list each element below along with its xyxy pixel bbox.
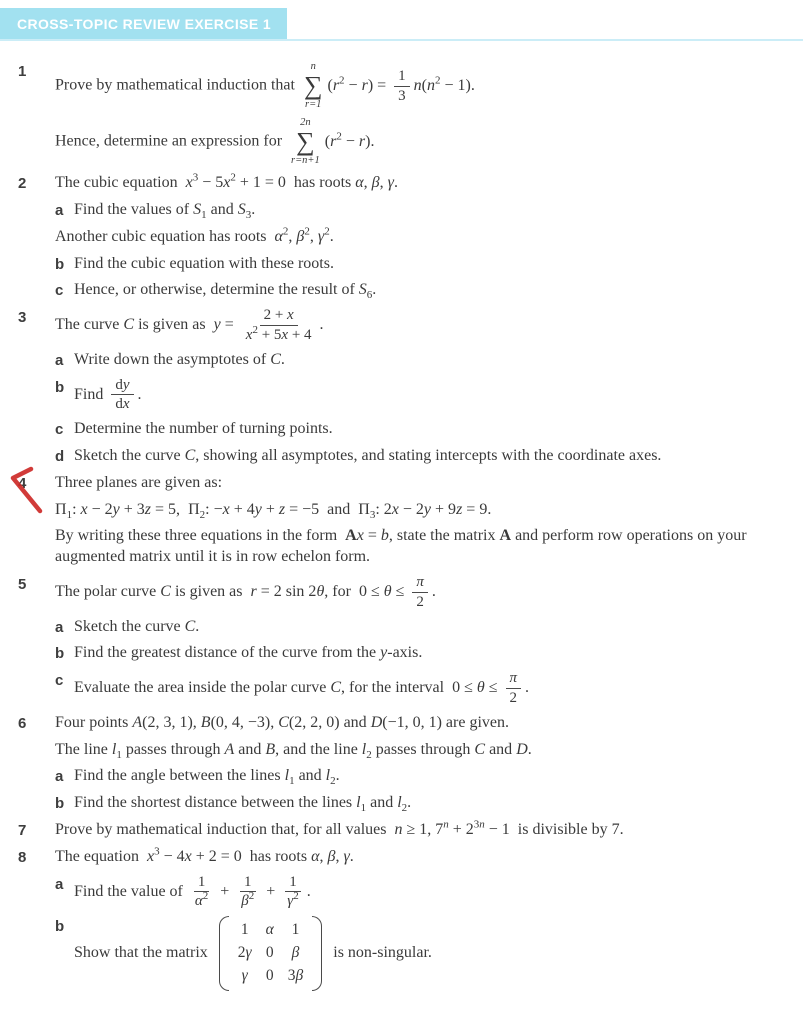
text-run: Prove by mathematical induction that, for all values n ≥ 1, $7^n + 2^{3n} - 1$ is divisible by 7. [55,818,624,838]
part-text: Determine the number of turning points. [74,420,333,438]
q3-part-b [55,377,789,414]
fraction-numerator: π [506,670,522,689]
text-run: . [431,582,436,600]
q2-statement [55,173,789,194]
text-run: + [262,882,280,900]
part-label-a: a [55,875,64,893]
q2-part-c [55,280,789,301]
left-paren [219,916,229,990]
question-3-number: 3 [18,309,27,327]
text-run: + [216,882,234,900]
part-label-b: b [55,378,65,396]
fraction-numerator: 1 [240,874,256,893]
part-label-c: c [55,282,64,300]
question-7-number: 7 [18,821,27,839]
sum-upper-limit: n [310,61,316,72]
fraction-numerator: π [412,574,428,593]
fraction-one-third [394,68,410,105]
question-5 [0,574,789,713]
text-run: Another cubic equation has roots $\alpha^2$, $\beta^2$, $\gamma^2$. [55,225,334,245]
part-text: Find the values of $S_1$ and $S_3$. [74,201,256,222]
text-run: Find [74,385,108,403]
question-4 [0,473,789,574]
right-paren [312,916,322,990]
text-run: . [319,316,324,334]
part-label-c: c [55,672,64,690]
q1-hence [55,117,789,167]
text-run: Show that the matrix [74,944,212,962]
question-1 [0,61,789,173]
question-6 [0,713,789,820]
question-3 [0,307,789,473]
exercise-banner [0,8,287,39]
fraction-denominator: dx [115,396,130,413]
text-run: Four points A(2, 3, 1), B(0, 4, −3), C(2, 2, 0) and D(−1, 0, 1) are given. [55,713,510,731]
fraction-pi-over-2 [506,670,522,707]
page-header [0,8,803,41]
matrix-cell: 0 [265,967,274,985]
q4-instruction [55,526,789,568]
part-text [74,377,789,414]
q5-statement [55,574,789,611]
matrix-grid [229,916,312,990]
fraction-numerator: 1 [194,874,210,893]
part-label-b: b [55,795,65,813]
text-run: Find the value of [74,882,187,900]
part-label-a: a [55,618,64,636]
part-text: Hence, or otherwise, determine the result of $S_6$. [74,281,377,302]
question-7 [0,820,789,847]
fraction-denominator: 2 [416,593,424,610]
fraction-denominator: 3 [398,87,406,104]
q5-part-b [55,643,789,664]
sigma-icon: ∑ [303,71,323,101]
matrix-cell: 0 [265,944,274,962]
summation-n1-to-2n [291,117,320,167]
sum-lower-limit: r=1 [305,99,322,111]
fraction-denominator: $x^2 + 5x + 4$ [245,324,312,344]
question-1-number: 1 [18,63,27,80]
text-run: The cubic equation $x^3 - 5x^2 + 1 = 0$ has roots α, β, γ. [55,171,398,192]
q3-statement [55,307,789,344]
q8-part-a [55,874,789,911]
q6-points [55,713,789,734]
part-label-b: b [55,255,65,273]
text-run: The curve C is given as y = [55,316,238,334]
fraction-denominator: $\beta^2$ [241,890,255,910]
q3-part-a [55,350,789,371]
matrix-cell: 1 [291,921,300,939]
fraction-denominator: 2 [509,689,517,706]
fraction-1-over-alpha2 [191,874,212,911]
q7-statement [55,820,789,841]
fraction-numerator: 1 [394,68,410,87]
text-run: Hence, determine an expression for [55,132,287,150]
matrix-cell: 1 [240,921,249,939]
matrix-cell: β [291,944,300,962]
text-run: By writing these three equations in the form Ax = b, state the matrix A and perform row operations on your augmented matrix until it is in row echelon form. [55,527,747,566]
q2-part-b [55,254,789,275]
text-run: $(r^2 - r)$ = [327,74,391,94]
matrix-cell: γ [241,967,248,985]
part-text: Find the cubic equation with these roots. [74,254,334,272]
part-text: Sketch the curve C, showing all asymptotes, and stating intercepts with the coordinate axes. [74,447,662,465]
part-text: Find the greatest distance of the curve from the y-axis. [74,644,423,662]
fraction-denominator: $\alpha^2$ [194,890,209,910]
q3-part-d [55,446,789,467]
part-text [74,874,789,911]
q5-part-c [55,670,789,707]
q8-statement [55,847,789,868]
summation-r1-to-n [304,61,323,111]
text-run: Evaluate the area inside the polar curve C, for the interval 0 ≤ θ ≤ [74,679,502,697]
part-text: Sketch the curve C. [74,617,200,635]
q6-part-a [55,766,789,787]
text-run: . [137,385,142,403]
sum-upper-limit: 2n [300,117,311,129]
text-run: . [306,882,311,900]
part-label-b: b [55,918,65,936]
sum-lower-limit: r=n+1 [291,155,320,167]
sigma-icon: ∑ [296,127,315,157]
part-label-a: a [55,768,64,786]
fraction-pi-over-2 [412,574,428,611]
exercise-banner-title: CROSS-TOPIC REVIEW EXERCISE 1 [17,16,272,32]
text-run: The polar curve C is given as r = 2 sin 2θ, for 0 ≤ θ ≤ [55,582,409,600]
q6-lines [55,740,789,761]
matrix-cell: α [265,921,274,939]
part-text [74,916,789,990]
q6-part-b [55,793,789,814]
fraction-1-over-gamma2 [283,874,302,911]
matrix-cell: 2γ [237,944,252,962]
part-text: Write down the asymptotes of C. [74,350,285,368]
fraction-numerator: dy [111,377,133,396]
text-run: . [525,679,530,697]
fraction-dydx [111,377,133,414]
question-2 [0,173,789,307]
question-2-number: 2 [18,175,27,193]
q2-part-a [55,200,789,221]
q2-between [55,227,789,248]
questions-list [0,41,803,997]
q5-part-a [55,617,789,638]
text-run: The line $l_1$ passes through A and B, and the line $l_2$ passes through C and D. [55,740,532,761]
part-label-d: d [55,448,65,466]
part-label-a: a [55,351,64,369]
text-run: is non-singular. [329,944,432,962]
fraction-1-over-beta2 [237,874,258,911]
q4-intro [55,473,789,494]
part-label-c: c [55,421,64,439]
text-run: The equation $x^3 - 4x + 2 = 0$ has roots α, β, γ. [55,845,354,865]
text-run: $n(n^2 - 1)$. [413,74,475,94]
q1-statement [55,61,789,111]
question-6-number: 6 [18,714,27,732]
question-8-number: 8 [18,848,27,866]
text-run: $\Pi_1$: x − 2y + 3z = 5, $\Pi_2$: −x + 4y + z = −5 and $\Pi_3$: 2x − 2y + 9z = 9. [55,500,492,521]
fraction-numerator: 2 + x [260,307,298,326]
fraction-denominator: $\gamma^2$ [287,890,299,910]
text-run: Prove by mathematical induction that [55,76,299,94]
text-run: Three planes are given as: [55,473,223,491]
part-label-b: b [55,645,65,663]
part-label-a: a [55,202,64,220]
q4-planes [55,500,789,521]
fraction-rational-curve [242,307,316,344]
matrix-3x3 [219,916,322,990]
q3-part-c [55,419,789,440]
matrix-cell: 3β [287,967,304,985]
text-run: $(r^2 - r)$. [324,130,375,150]
part-text: Find the shortest distance between the lines $l_1$ and $l_2$. [74,794,412,815]
part-text: Find the angle between the lines $l_1$ and $l_2$. [74,767,340,788]
question-8 [0,847,789,997]
question-4-number: 4 [0,473,55,574]
part-text [74,670,789,707]
question-5-number: 5 [18,576,27,593]
fraction-numerator: 1 [285,874,301,893]
q8-part-b [55,916,789,990]
